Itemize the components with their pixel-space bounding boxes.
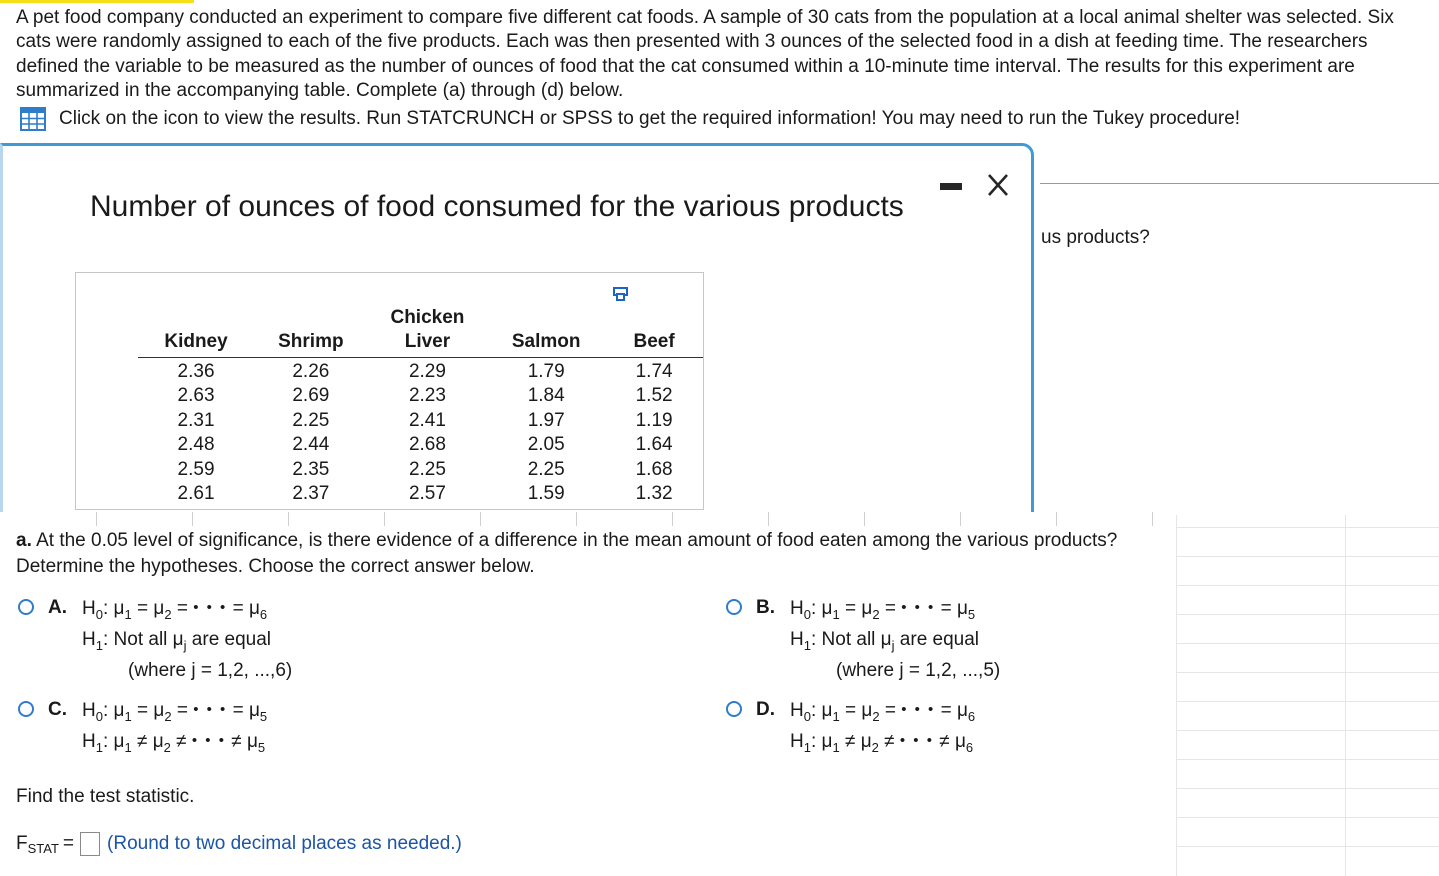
find-statistic-text: Find the test statistic.: [16, 786, 195, 807]
column-header: [368, 306, 488, 358]
column-header: Shrimp: [254, 306, 368, 358]
alternative-hypothesis: $H_1$: Not all $\mu_j$ are equal: [82, 629, 272, 653]
part-a-label: a.: [16, 530, 32, 551]
table-cell: 2.23: [408, 385, 446, 407]
column-header: Beef: [605, 306, 703, 358]
fstat-answer-input[interactable]: [80, 832, 100, 856]
table-row: [138, 384, 703, 408]
choice-letter: A.: [48, 597, 67, 618]
background-ticks: [96, 512, 1156, 526]
h0-last-index: 5: [967, 607, 976, 622]
table-cell: 2.59: [177, 458, 215, 480]
part-a-question: [16, 528, 1176, 580]
table-cell: 2.63: [177, 385, 215, 407]
table-row: [138, 482, 703, 506]
table-row: [138, 409, 703, 433]
radio-button[interactable]: [726, 701, 742, 717]
popup-title: Number of ounces of food consumed for the various products: [90, 190, 904, 223]
choice-a[interactable]: [18, 597, 618, 697]
fstat-letter: F: [16, 833, 28, 854]
choice-content: [82, 699, 267, 761]
table-cell: 1.68: [635, 458, 673, 480]
fstat-label: [16, 833, 59, 855]
table-row: [138, 433, 703, 457]
table-cell: 2.26: [292, 361, 330, 382]
alternative-hypothesis: $H_1$: $\mu_1 \ne \mu_2$ ≠ • • • ≠ $\mu_5$: [82, 731, 266, 755]
column-header-label: Chicken Liver: [390, 307, 465, 352]
table-cell: 1.64: [635, 434, 673, 456]
table-cell: 2.68: [408, 434, 446, 456]
table-cell: 1.97: [527, 409, 565, 431]
results-popup-window: [0, 143, 1034, 512]
null-hypothesis: $H_0$: $\mu_1 = \mu_2$ = • • • = $\mu_5$: [790, 598, 976, 622]
table-cell: 1.32: [635, 483, 673, 505]
data-table-container: [75, 272, 704, 510]
table-row: [138, 358, 703, 385]
table-cell: 2.57: [408, 483, 446, 505]
part-a-prompt: Determine the hypotheses. Choose the correct answer below.: [16, 556, 535, 577]
h1-last-index: 5: [257, 740, 266, 755]
choice-content: [82, 597, 292, 690]
active-tab-indicator: [0, 0, 194, 3]
choice-c[interactable]: [18, 699, 618, 769]
table-cell: 2.35: [292, 458, 330, 480]
table-cell: 2.29: [408, 361, 446, 382]
h0-last-index: 6: [967, 709, 976, 724]
null-hypothesis: $H_0$: $\mu_1 = \mu_2$ = • • • = $\mu_5$: [82, 700, 268, 724]
question-text: A pet food company conducted an experiment to compare five different cat foods. A sample of 30 cats from the population at a local animal shelter was selected. Six cats were randomly assigned to each of the five products. Each was then presented with 3 ounces of the selected food in a dish at feeding time. The researchers defined the variable to be measured as the number of ounces of food that the cat consumed within a 10-minute time interval. The results for this experiment are summarized in the accompanying table. Complete (a) through (d) below.: [16, 7, 1394, 102]
column-header: Kidney: [138, 306, 254, 358]
null-hypothesis: $H_0$: $\mu_1 = \mu_2$ = • • • = $\mu_6$: [790, 700, 976, 724]
rounding-hint: (Round to two decimal places as needed.): [107, 833, 462, 854]
table-cell: 2.25: [408, 458, 446, 480]
equals-sign: =: [62, 833, 75, 854]
table-cell: 2.41: [408, 409, 446, 431]
alternative-hypothesis: $H_1$: Not all $\mu_j$ are equal: [790, 629, 980, 653]
choice-content: [790, 699, 975, 761]
table-cell: 2.36: [177, 361, 215, 382]
choice-letter: B.: [756, 597, 775, 618]
radio-button[interactable]: [18, 599, 34, 615]
table-cell: 2.05: [527, 434, 565, 456]
table-cell: 2.69: [292, 385, 330, 407]
radio-button[interactable]: [18, 701, 34, 717]
table-cell: 1.59: [527, 483, 565, 505]
table-cell: 1.52: [635, 385, 673, 407]
choice-letter: C.: [48, 699, 67, 720]
table-cell: 1.19: [635, 409, 673, 431]
close-icon[interactable]: [983, 170, 1013, 200]
h0-last-index: 5: [259, 709, 268, 724]
table-cell: 1.79: [527, 361, 565, 382]
where-clause: (where j = 1,2, ...,5): [836, 660, 1001, 681]
choice-content: [790, 597, 1000, 690]
background-partial-text: us products?: [1041, 227, 1150, 248]
h1-text: Not all: [821, 629, 876, 650]
minimize-button[interactable]: [940, 183, 962, 190]
h0-last-index: 6: [259, 607, 268, 622]
h1-tail: are equal: [191, 629, 272, 650]
instruction-row: [20, 107, 1240, 131]
table-cell: 1.74: [635, 361, 673, 382]
alternative-hypothesis: $H_1$: $\mu_1 \ne \mu_2$ ≠ • • • ≠ $\mu_6$: [790, 731, 974, 755]
radio-button[interactable]: [726, 599, 742, 615]
food-consumption-table: [138, 306, 703, 506]
table-cell: 2.25: [292, 409, 330, 431]
table-cell: 2.25: [527, 458, 565, 480]
background-divider: [1040, 183, 1439, 184]
table-cell: 2.61: [177, 483, 215, 505]
table-cell: 1.84: [527, 385, 565, 407]
h1-last-index: 6: [965, 740, 974, 755]
choice-b[interactable]: [726, 597, 1326, 697]
fstat-subscript: STAT: [27, 841, 59, 856]
h1-text: Not all: [113, 629, 168, 650]
instruction-text: Click on the icon to view the results. Run STATCRUNCH or SPSS to get the required information! You may need to run the Tukey procedure!: [59, 108, 1241, 129]
table-cell: 2.31: [177, 409, 215, 431]
table-row: [138, 458, 703, 482]
choice-d[interactable]: [726, 699, 1326, 769]
table-cell: 2.44: [292, 434, 330, 456]
table-cell: 2.37: [292, 483, 330, 505]
where-clause: (where j = 1,2, ...,6): [128, 660, 293, 681]
copy-data-icon[interactable]: [613, 286, 629, 302]
part-a-text: At the 0.05 level of significance, is there evidence of a difference in the mean amount of food eaten among the various products?: [36, 530, 1118, 551]
table-grid-icon[interactable]: [20, 107, 46, 131]
column-header: Salmon: [487, 306, 605, 358]
fstat-row: [16, 832, 462, 856]
null-hypothesis: $H_0$: $\mu_1 = \mu_2$ = • • • = $\mu_6$: [82, 598, 268, 622]
table-cell: 2.48: [177, 434, 215, 456]
choice-letter: D.: [756, 699, 775, 720]
h1-tail: are equal: [899, 629, 980, 650]
